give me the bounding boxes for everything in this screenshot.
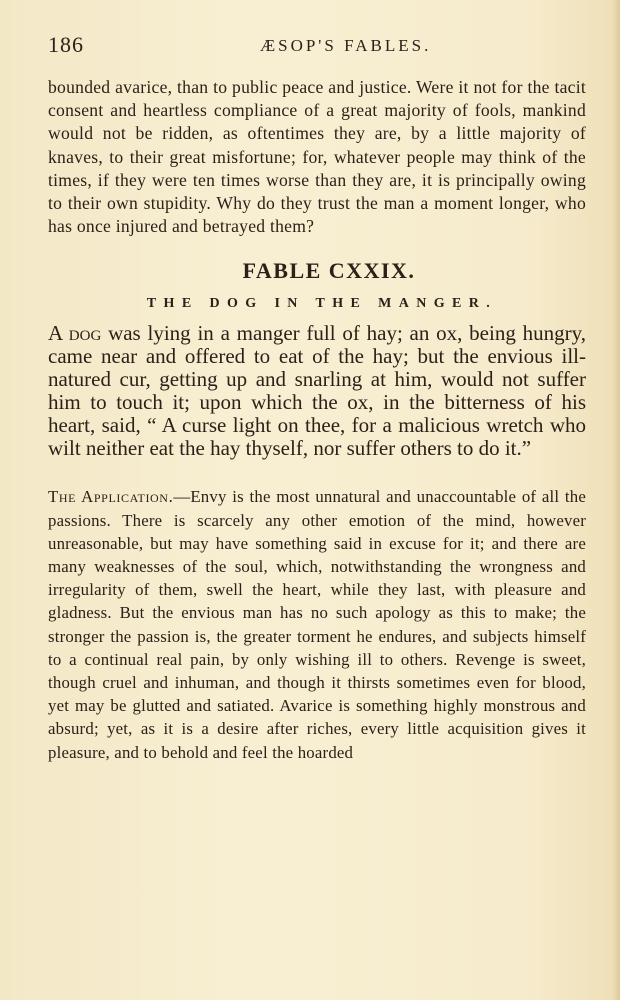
fable-title: THE DOG IN THE MANGER. (146, 296, 498, 312)
page-edge-shadow (612, 0, 620, 1000)
running-title: ÆSOP'S FABLES. (260, 36, 432, 55)
fable-body-text: was lying in a manger full of hay; an ox, being hungry, came near and offered to eat of the hay; but the envious ill-natured cur, getting up and snarling at him, would not suffer him to touch it; upon which the ox, in the bitterness of his heart, said, “ A curse light on thee, for a malicious wretch who wilt neither eat the hay thyself, nor suffer others to do it.” (48, 321, 586, 461)
fable-number: FABLE CXXIX. (242, 258, 416, 284)
application-text: —Envy is the most unnatural and unaccountable of all the passions. There is scarcely any other emotion of the mind, however unreasonable, but may have something said in excuse for it; and there are many weaknesses of the soul, which, notwithstanding the wrongness and irregularity of them, swell the heart, while they last, with pleasure and gladness. But the envious man has no such apology as this to make; the stronger the passion is, the greater torment he endures, and subjects himself to a continual real pain, by only wishing ill to others. Revenge is sweet, though cruel and inhuman, and though it thirsts sometimes even for blood, yet may be glutted and satiated. Avarice is something highly monstrous and absurd; yet, as it is a desire after riches, every little acquisition gives it pleasure, and to behold and feel the hoarded (48, 487, 586, 762)
intro-paragraph: bounded avarice, than to public peace and justice. Were it not for the tacit consent and heartless compliance of a great majority of fools, mankind would not be ridden, as oftentimes they are, by a little majority of knaves, to their great misfortune; for, whatever people may think of the times, if they were ten times worse than they are, it is principally owing to their own stupidity. Why do they trust the man a moment longer, who has once injured and betrayed them? (48, 77, 586, 237)
page-number: 186 (48, 32, 84, 57)
fable-opening-smallcaps: dog (68, 321, 102, 346)
fable-opening-word: A (48, 321, 63, 346)
running-head (48, 32, 586, 60)
application-paragraph (48, 485, 586, 763)
application-heading: The Application. (48, 487, 174, 507)
fable-body (48, 322, 586, 460)
